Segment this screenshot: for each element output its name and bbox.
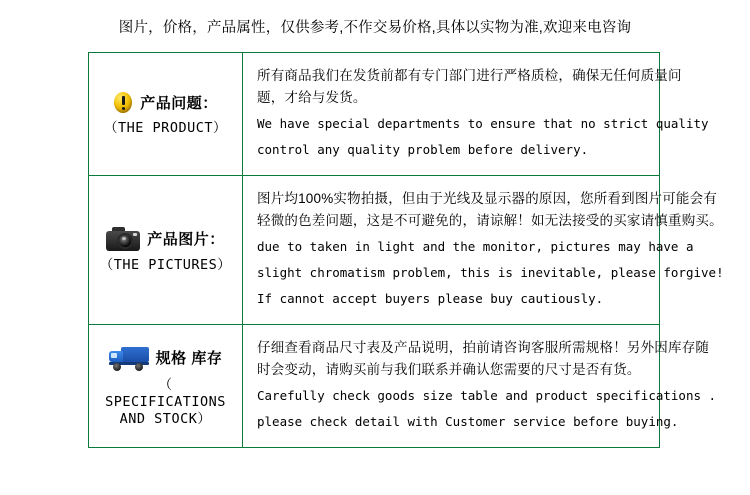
truck-icon [109,345,149,371]
row-label-pictures [89,176,243,324]
info-table [88,52,724,448]
row-content-product [243,53,723,175]
row-title-cn: 规格 库存 [155,350,223,367]
row-body-en [257,234,724,312]
row-body-cn: 所有商品我们在发货前都有专门部门进行严格质检，确保无任何质量问题，才给与发货。 [257,68,682,105]
table-row [89,176,724,325]
row-label-specifications [89,325,243,447]
table-row [89,53,709,176]
row-body-en-line: Carefully check goods size table and product specifications . [257,388,717,403]
row-title-cn: 产品问题： [140,95,218,112]
row-title-en-line: （ SPECIFICATIONS [105,376,226,410]
row-title-en: （THE PRODUCT） [104,119,227,136]
alert-ball-icon [113,92,133,114]
row-body-en-line: control any quality problem before delivery. [257,142,589,157]
row-content-pictures [243,176,738,324]
row-title-cn: 产品图片： [147,231,225,248]
row-title-en-line: AND STOCK） [119,410,212,427]
row-content-specifications [243,325,730,447]
row-body-en-line: please check detail with Customer service before buying. [257,414,679,429]
page-notice: 图片，价格，产品属性，仅供参考,不作交易价格,具体以实物为准,欢迎来电咨询 [118,20,632,36]
camera-icon [106,227,140,251]
row-body-cn: 图片均100%实物拍摄，但由于光线及显示器的原因，您所看到图片可能会有轻微的色差问题，这是不可避免的，请谅解！如无法接受的买家请慎重购买。 [257,191,723,228]
row-body-en [257,111,709,163]
row-body-en [257,383,716,435]
row-body-en-line: If cannot accept buyers please buy cautiously. [257,291,604,306]
row-body-en-line: slight chromatism problem, this is inevitable, please forgive! [257,265,724,280]
row-title-en [95,377,236,428]
table-row [89,325,717,447]
row-body-cn: 仔细查看商品尺寸表及产品说明，拍前请咨询客服所需规格！另外因库存随时会变动，请购买前与我们联系并确认您需要的尺寸是否有货。 [257,340,710,377]
row-body-en-line: We have special departments to ensure that no strict quality [257,116,709,131]
row-body-en-line: due to taken in light and the monitor, pictures may have a [257,239,694,254]
row-title-en: （THE PICTURES） [99,256,232,273]
row-label-product [89,53,243,175]
